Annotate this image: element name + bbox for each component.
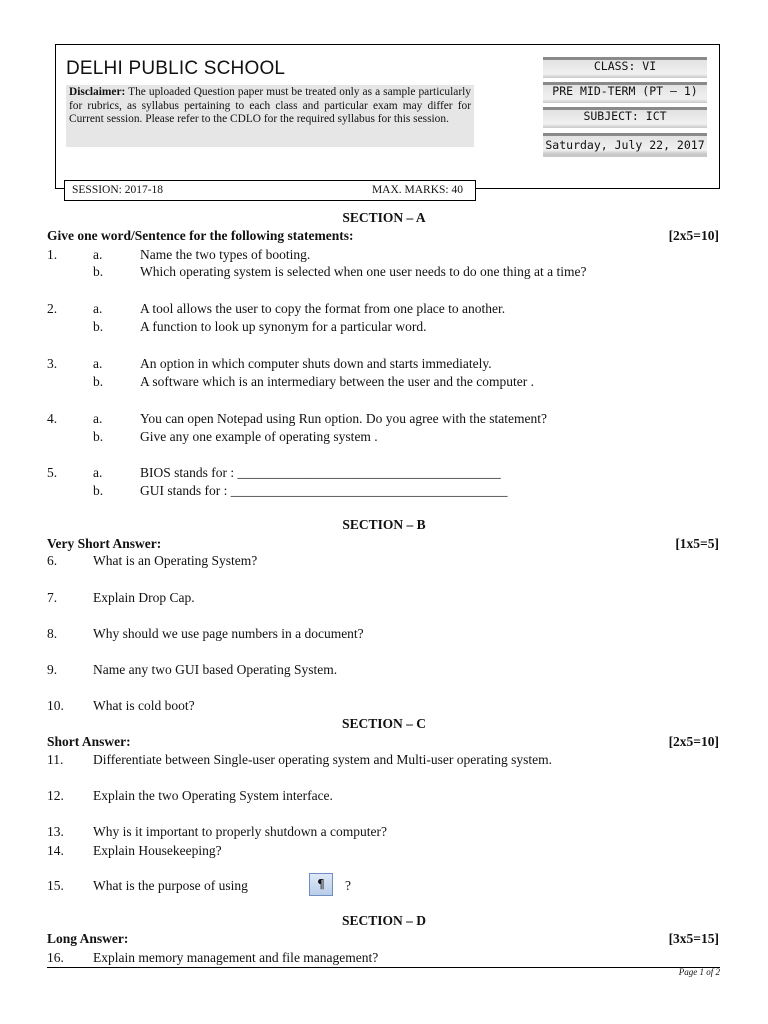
section-d-marks: [3x5=15] bbox=[668, 931, 719, 946]
question-text: Name the two types of booting. bbox=[140, 247, 311, 262]
question-text: A software which is an intermediary between the user and the computer . bbox=[140, 374, 534, 389]
fill-in-blank: BIOS stands for : _______________________________________ bbox=[140, 465, 501, 480]
question-number: 16. bbox=[47, 950, 64, 965]
part-letter: a. bbox=[93, 411, 103, 426]
part-letter: a. bbox=[93, 301, 103, 316]
question-number: 9. bbox=[47, 662, 58, 677]
question-text: Which operating system is selected when one user needs to do one thing at a time? bbox=[140, 264, 587, 279]
date-tag: Saturday, July 22, 2017 bbox=[543, 133, 707, 157]
question-text: Why is it important to properly shutdown a computer? bbox=[93, 824, 387, 839]
part-letter: a. bbox=[93, 356, 103, 371]
section-a-heading: Give one word/Sentence for the following statements: bbox=[47, 228, 354, 243]
question-number: 8. bbox=[47, 626, 58, 641]
disclaimer-label: Disclaimer: bbox=[69, 86, 126, 98]
question-text: A function to look up synonym for a particular word. bbox=[140, 319, 427, 334]
section-c-heading: Short Answer: bbox=[47, 734, 131, 749]
question-text: What is an Operating System? bbox=[93, 553, 258, 568]
question-text: Why should we use page numbers in a document? bbox=[93, 626, 364, 641]
section-a-marks: [2x5=10] bbox=[668, 228, 719, 243]
section-d-title: SECTION – D bbox=[341, 913, 427, 928]
disclaimer-text: The uploaded Question paper must be treated only as a sample particularly for rubrics, as syllabus pertaining to each class and particular exam may differ for Current session. Please refer to the CDLO for the required syllabus for this session. bbox=[69, 86, 471, 126]
subject-tag: SUBJECT: ICT bbox=[543, 107, 707, 128]
question-number: 15. bbox=[47, 878, 64, 893]
section-a-title: SECTION – A bbox=[342, 210, 426, 225]
question-number: 2. bbox=[47, 301, 58, 316]
question-number: 7. bbox=[47, 590, 58, 605]
question-number: 13. bbox=[47, 824, 64, 839]
part-letter: b. bbox=[93, 264, 104, 279]
part-letter: b. bbox=[93, 374, 104, 389]
question-text: You can open Notepad using Run option. Do you agree with the statement? bbox=[140, 411, 547, 426]
question-number: 11. bbox=[47, 752, 64, 767]
question-number: 14. bbox=[47, 843, 64, 858]
question-text: Differentiate between Single-user operating system and Multi-user operating system. bbox=[93, 752, 552, 767]
section-d-heading: Long Answer: bbox=[47, 931, 129, 946]
question-text: Explain Housekeeping? bbox=[93, 843, 222, 858]
fill-in-blank: GUI stands for : _________________________________________ bbox=[140, 483, 508, 498]
section-c-marks: [2x5=10] bbox=[668, 734, 719, 749]
pilcrow-icon: ¶ bbox=[309, 873, 333, 896]
question-text: What is the purpose of using bbox=[93, 878, 248, 893]
question-text: Explain the two Operating System interface. bbox=[93, 788, 333, 803]
question-number: 5. bbox=[47, 465, 58, 480]
part-letter: b. bbox=[93, 319, 104, 334]
question-text: Give any one example of operating system . bbox=[140, 429, 378, 444]
class-tag: CLASS: VI bbox=[543, 57, 707, 78]
question-text: Explain memory management and file management? bbox=[93, 950, 379, 965]
section-b-title: SECTION – B bbox=[342, 517, 426, 532]
session-label: SESSION: 2017-18 bbox=[72, 184, 164, 196]
part-letter: a. bbox=[93, 247, 103, 262]
disclaimer bbox=[66, 85, 474, 147]
section-b-marks: [1x5=5] bbox=[675, 536, 719, 551]
section-b-heading: Very Short Answer: bbox=[47, 536, 162, 551]
school-name: DELHI PUBLIC SCHOOL bbox=[66, 58, 286, 79]
question-text: An option in which computer shuts down and starts immediately. bbox=[140, 356, 492, 371]
question-text: A tool allows the user to copy the format from one place to another. bbox=[140, 301, 506, 316]
question-mark: ? bbox=[345, 878, 351, 893]
question-text: Name any two GUI based Operating System. bbox=[93, 662, 338, 677]
part-letter: b. bbox=[93, 483, 104, 498]
section-c-title: SECTION – C bbox=[341, 716, 427, 731]
question-number: 6. bbox=[47, 553, 58, 568]
question-text: What is cold boot? bbox=[93, 698, 195, 713]
question-number: 10. bbox=[47, 698, 64, 713]
question-text: Explain Drop Cap. bbox=[93, 590, 195, 605]
question-number: 4. bbox=[47, 411, 58, 426]
page-number: Page 1 of 2 bbox=[678, 967, 720, 977]
question-number: 12. bbox=[47, 788, 64, 803]
question-number: 1. bbox=[47, 247, 58, 262]
question-number: 3. bbox=[47, 356, 58, 371]
max-marks-label: MAX. MARKS: 40 bbox=[371, 184, 463, 196]
part-letter: a. bbox=[93, 465, 103, 480]
part-letter: b. bbox=[93, 429, 104, 444]
exam-tag: PRE MID-TERM (PT – 1) bbox=[543, 82, 707, 103]
session-bar bbox=[64, 180, 476, 201]
